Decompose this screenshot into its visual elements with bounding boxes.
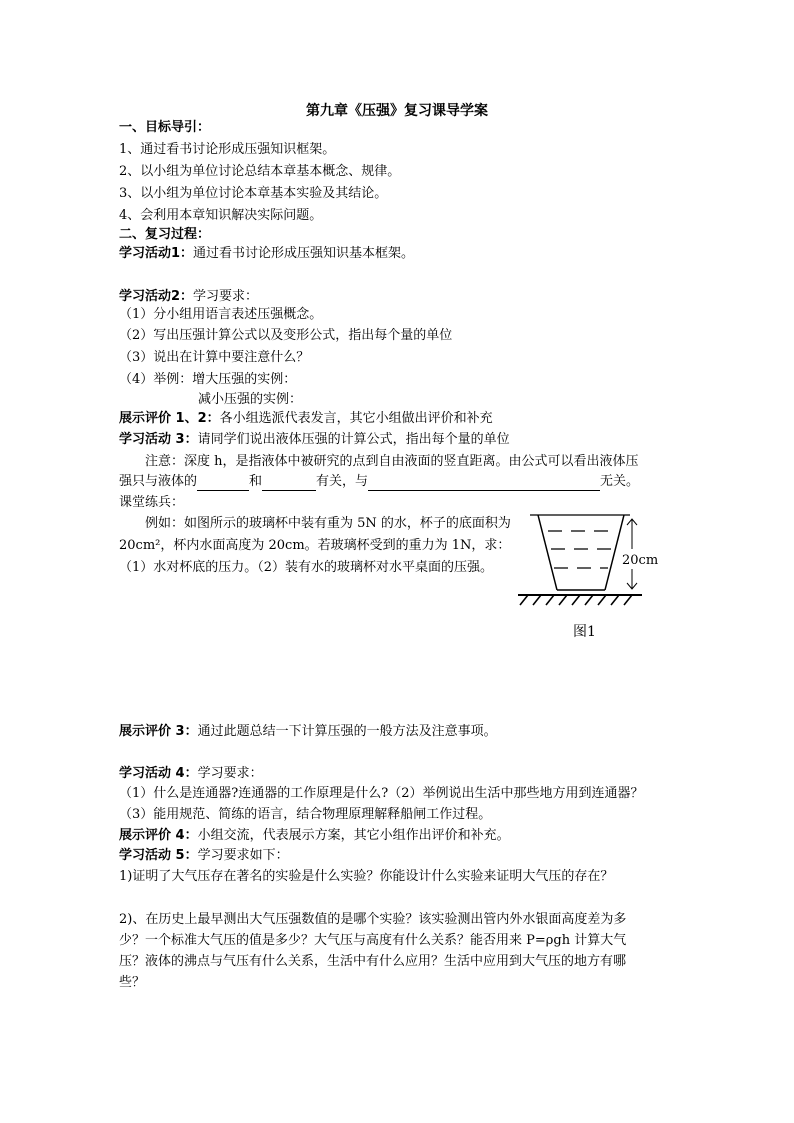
fill-blank[interactable] — [262, 476, 316, 491]
activity-label: 学习活动2： — [119, 289, 194, 304]
evaluation-4 — [119, 827, 510, 845]
evaluation-label: 展示评价 4： — [119, 828, 198, 843]
activity-2 — [119, 288, 258, 306]
question-2-line: 压？液体的沸点与气压有什么关系，生活中有什么应用？生活中应用到大气压的地方有哪 — [119, 954, 627, 969]
activity-text: 请同学们说出液体压强的计算公式，指出每个量的单位 — [197, 432, 510, 447]
section-heading-process: 二、复习过程： — [119, 227, 211, 242]
fill-blank[interactable] — [368, 476, 600, 491]
fill-blank[interactable] — [197, 476, 249, 491]
goal-item: 3、以小组为单位讨论本章基本实验及其结论。 — [119, 186, 388, 201]
table-hatching — [520, 595, 632, 605]
evaluation-text: 各小组选派代表发言，其它小组做出评价和补充 — [219, 411, 493, 426]
dimension-label: 20cm — [622, 553, 659, 568]
goal-item: 4、会利用本章知识解决实际问题。 — [119, 208, 323, 223]
activity-label: 学习活动1： — [119, 246, 194, 261]
requirement-item: （3）说出在计算中要注意什么？ — [119, 350, 310, 365]
question-2-line: 2)、在历史上最早测出大气压强数值的是哪个实验？该实验测出管内外水银面高度差为多 — [119, 912, 627, 927]
evaluation-label: 展示评价 3： — [119, 724, 198, 739]
section-heading-goals: 一、目标导引： — [119, 120, 211, 135]
evaluation-label: 展示评价 1、2： — [119, 411, 220, 426]
evaluation-1-2 — [119, 410, 493, 428]
question-2-line: 少？一个标准大气压的值是多少？大气压与高度有什么关系？能否用来 P=ρgh 计算大气 — [119, 933, 627, 948]
example-text: 例如：如图所示的玻璃杯中装有重为 5N 的水，杯子的底面积为 20cm²，杯内水面高度为 20cm。若玻璃杯受到的重力为 1N，求：（1）水对杯底的压力。（2）装有水的玻璃杯对水平桌面的压强。 — [119, 516, 511, 575]
glass-cup-figure — [510, 505, 659, 645]
evaluation-3 — [119, 723, 497, 741]
goal-item: 1、通过看书讨论形成压强知识框架。 — [119, 142, 336, 157]
question-2-line: 些？ — [119, 975, 146, 990]
activity-label: 学习活动 3： — [119, 432, 198, 447]
requirement-item: （1）什么是连通器?连通器的工作原理是什么?（2）举例说出生活中那些地方用到连通器？ — [119, 786, 644, 801]
example-problem — [119, 513, 519, 579]
requirement-item: （2）写出压强计算公式以及变形公式，指出每个量的单位 — [119, 328, 453, 343]
activity-1 — [119, 245, 414, 263]
requirement-item: （4）举例：增大压强的实例： — [119, 372, 297, 387]
requirement-item: 减小压强的实例： — [198, 392, 303, 407]
requirement-item: （1）分小组用语言表述压强概念。 — [119, 307, 323, 322]
activity-4 — [119, 765, 263, 783]
depth-note-line-2: 强只与液体的 和 有关，与 无关。 — [119, 474, 640, 489]
activity-text: 学习要求： — [197, 766, 263, 781]
figure-caption: 图1 — [573, 624, 596, 640]
depth-note-line-1: 注意：深度 h，是指液体中被研究的点到自由液面的竖直距离。由公式可以看出液体压 — [145, 454, 639, 469]
practice-heading: 课堂练兵： — [119, 495, 185, 510]
evaluation-text: 通过此题总结一下计算压强的一般方法及注意事项。 — [197, 724, 497, 739]
page-title: 第九章《压强》复习课导学案 — [306, 103, 488, 119]
goal-item: 2、以小组为单位讨论总结本章基本概念、规律。 — [119, 164, 401, 179]
activity-3 — [119, 431, 510, 449]
activity-5 — [119, 847, 289, 865]
activity-text: 学习要求： — [193, 289, 259, 304]
requirement-item: （3）能用规范、简练的语言，结合物理原理解释船闸工作过程。 — [119, 807, 492, 822]
activity-text: 学习要求如下： — [197, 848, 289, 863]
question-1: 1)证明了大气压存在著名的实验是什么实验？你能设计什么实验来证明大气压的存在？ — [119, 869, 614, 884]
cup-left-wall — [538, 515, 557, 590]
activity-label: 学习活动 4： — [119, 766, 198, 781]
activity-text: 通过看书讨论形成压强知识基本框架。 — [193, 246, 415, 261]
activity-label: 学习活动 5： — [119, 848, 198, 863]
evaluation-text: 小组交流，代表展示方案，其它小组作出评价和补充。 — [197, 828, 510, 843]
